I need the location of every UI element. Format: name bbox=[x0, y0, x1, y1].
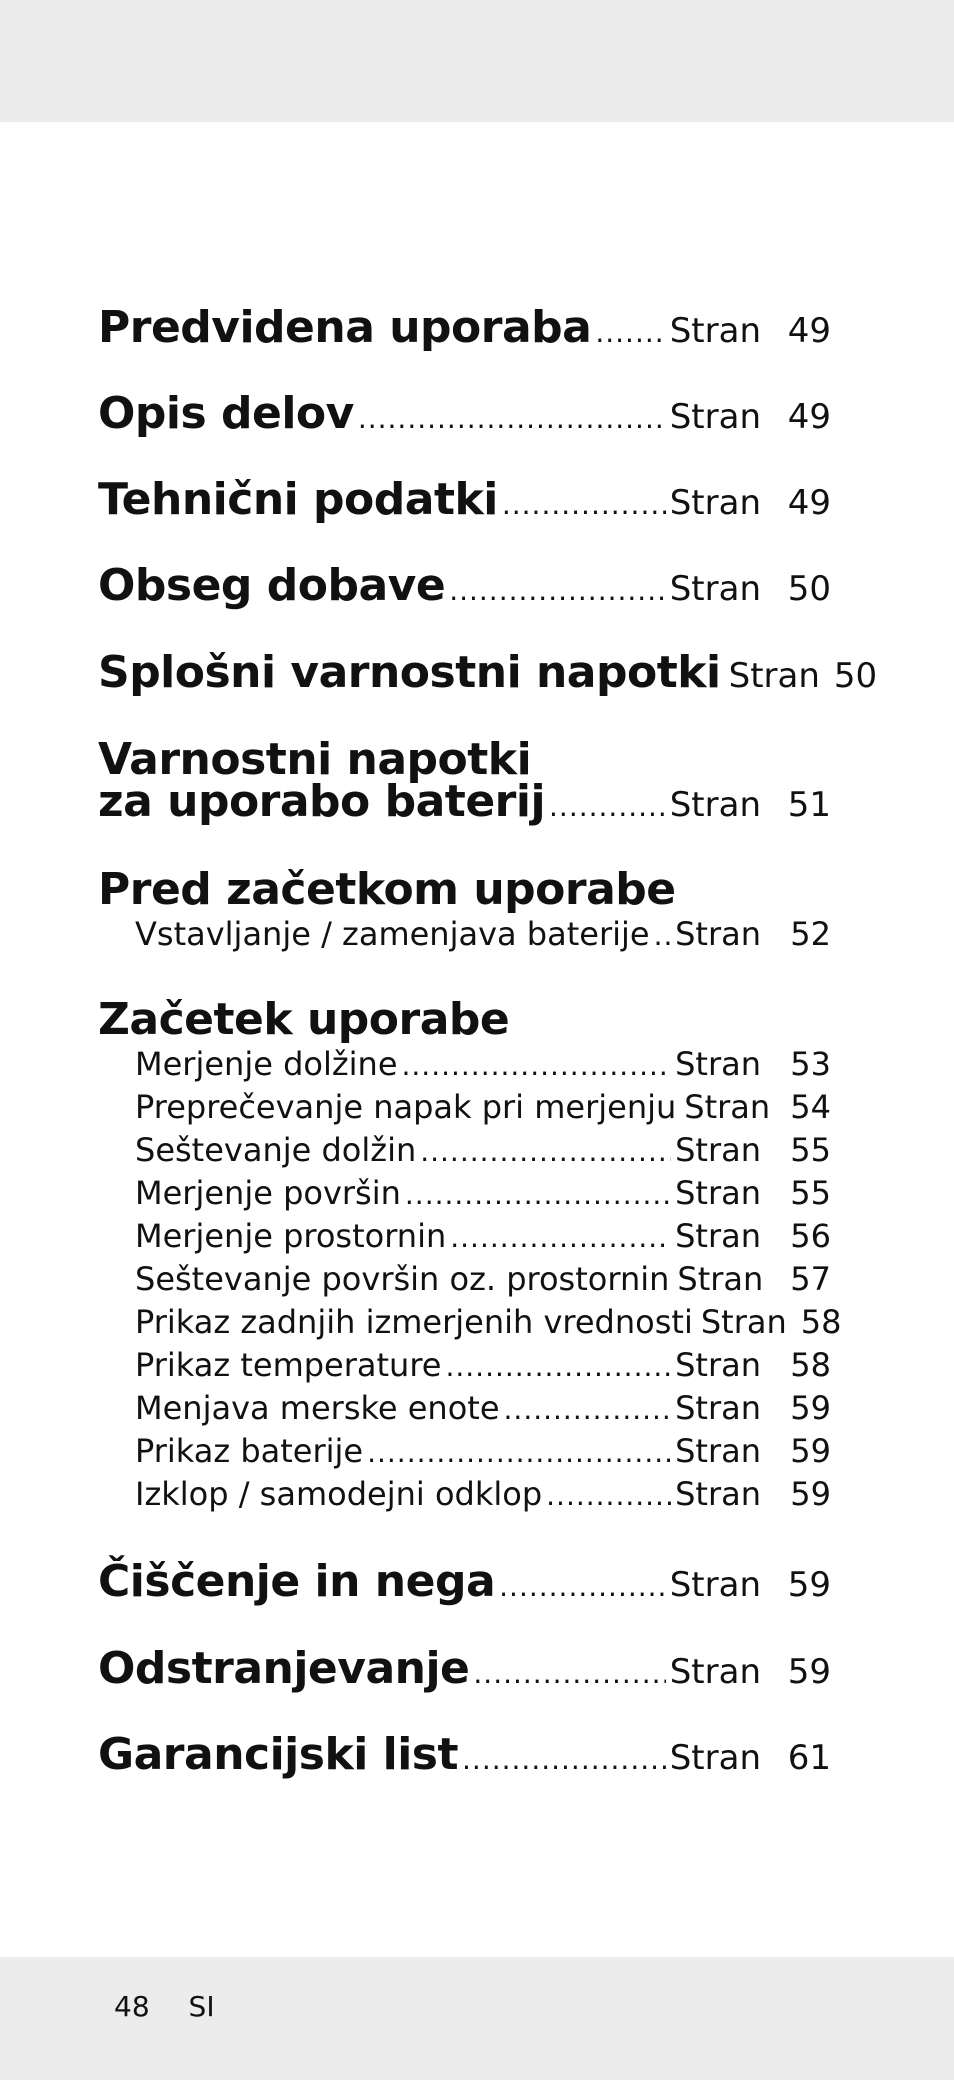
footer-language: SI bbox=[188, 1990, 215, 2023]
toc-entry-splosni-varnostni-napotki[interactable] bbox=[98, 647, 878, 698]
page-footer bbox=[114, 1990, 215, 2023]
page-word: Stran bbox=[728, 656, 820, 696]
toc-heading-varnostni-napotki: Varnostni napotki bbox=[98, 734, 532, 785]
toc-entry-label: Predvidena uporaba bbox=[98, 302, 592, 353]
page-number: 59 bbox=[787, 1565, 831, 1605]
toc-subentry-label: Menjava merske enote bbox=[135, 1389, 500, 1427]
toc-entry-label: Tehnični podatki bbox=[98, 474, 498, 525]
top-band bbox=[0, 0, 954, 122]
toc-entry-label: za uporabo baterij bbox=[98, 776, 546, 827]
page-number: 50 bbox=[833, 656, 878, 696]
page-number: 59 bbox=[790, 1475, 831, 1513]
toc-entry-varnostni-napotki-baterij[interactable] bbox=[98, 776, 831, 827]
page-word: Stran bbox=[669, 483, 761, 523]
toc-entry-label: Odstranjevanje bbox=[98, 1643, 470, 1694]
toc-subentry[interactable] bbox=[135, 1045, 831, 1083]
page-word: Stran bbox=[675, 1432, 761, 1470]
dot-leader bbox=[504, 1393, 672, 1426]
footer-page-number: 48 bbox=[114, 1990, 150, 2023]
dot-leader bbox=[502, 488, 666, 521]
toc-subentry[interactable] bbox=[135, 1432, 831, 1470]
page-number: 54 bbox=[790, 1088, 831, 1126]
page-word: Stran bbox=[675, 1389, 761, 1427]
page-word: Stran bbox=[669, 1652, 761, 1692]
dot-leader bbox=[473, 1657, 665, 1690]
page-word: Stran bbox=[675, 1131, 761, 1169]
toc-subentry-label: Seštevanje dolžin bbox=[135, 1131, 417, 1169]
dot-leader bbox=[358, 402, 666, 435]
dot-leader bbox=[367, 1436, 671, 1469]
page-word: Stran bbox=[677, 1260, 764, 1298]
page-word: Stran bbox=[684, 1088, 771, 1126]
page-number: 59 bbox=[790, 1432, 831, 1470]
page-number: 55 bbox=[790, 1131, 831, 1169]
page-number: 56 bbox=[790, 1217, 831, 1255]
page-number: 50 bbox=[787, 569, 831, 609]
toc-subentry[interactable] bbox=[135, 1174, 831, 1212]
toc-entry-label: Splošni varnostni napotki bbox=[98, 647, 721, 698]
toc-subentry-label: Seštevanje površin oz. prostornin bbox=[135, 1260, 670, 1298]
dot-leader bbox=[462, 1743, 666, 1776]
toc-subentry[interactable] bbox=[135, 1217, 831, 1255]
page-word: Stran bbox=[675, 1217, 761, 1255]
toc-subentry-label: Vstavljanje / zamenjava baterije bbox=[135, 915, 650, 953]
page-number: 58 bbox=[800, 1303, 842, 1341]
page-number: 58 bbox=[790, 1346, 831, 1384]
dot-leader bbox=[549, 790, 666, 823]
page-word: Stran bbox=[675, 1045, 761, 1083]
dot-leader bbox=[405, 1178, 671, 1211]
page-word: Stran bbox=[700, 1303, 787, 1341]
toc-entry-ciscenje-in-nega[interactable] bbox=[98, 1556, 831, 1607]
page-word: Stran bbox=[669, 1565, 761, 1605]
toc-subentry[interactable] bbox=[135, 1389, 831, 1427]
page-word: Stran bbox=[669, 397, 761, 437]
dot-leader bbox=[546, 1479, 671, 1512]
page-number: 55 bbox=[790, 1174, 831, 1212]
toc-subentry[interactable] bbox=[135, 1131, 831, 1169]
page-number: 49 bbox=[787, 397, 831, 437]
toc-entry-tehnicni-podatki[interactable] bbox=[98, 474, 831, 525]
toc-subentry[interactable] bbox=[135, 915, 831, 953]
page-number: 52 bbox=[790, 915, 831, 953]
page-number: 49 bbox=[787, 483, 831, 523]
dot-leader bbox=[449, 574, 666, 607]
dot-leader bbox=[450, 1221, 671, 1254]
toc-entry-predvidena-uporaba[interactable] bbox=[98, 302, 831, 353]
page-number: 51 bbox=[787, 785, 831, 825]
toc-entry-label: Obseg dobave bbox=[98, 560, 446, 611]
toc-subentry[interactable] bbox=[135, 1088, 831, 1126]
page-word: Stran bbox=[675, 1475, 761, 1513]
toc-heading-pred-zacetkom-uporabe: Pred začetkom uporabe bbox=[98, 864, 676, 915]
page-word: Stran bbox=[669, 785, 761, 825]
dot-leader bbox=[445, 1350, 671, 1383]
page-word: Stran bbox=[675, 915, 761, 953]
toc-subentry[interactable] bbox=[135, 1260, 831, 1298]
toc-subentry[interactable] bbox=[135, 1303, 842, 1341]
toc-entry-odstranjevanje[interactable] bbox=[98, 1643, 831, 1694]
page-word: Stran bbox=[675, 1346, 761, 1384]
page-number: 59 bbox=[787, 1652, 831, 1692]
toc-subentry-label: Prikaz baterije bbox=[135, 1432, 364, 1470]
toc-entry-garancijski-list[interactable] bbox=[98, 1729, 831, 1780]
toc-entry-label: Garancijski list bbox=[98, 1729, 459, 1780]
toc-subentry-label: Prikaz temperature bbox=[135, 1346, 442, 1384]
dot-leader bbox=[654, 919, 672, 952]
page-word: Stran bbox=[669, 569, 761, 609]
toc-subentry[interactable] bbox=[135, 1346, 831, 1384]
toc-entry-label: Čiščenje in nega bbox=[98, 1556, 496, 1607]
toc-subentry-label: Merjenje dolžine bbox=[135, 1045, 398, 1083]
page-number: 57 bbox=[790, 1260, 831, 1298]
dot-leader bbox=[420, 1135, 671, 1168]
dot-leader bbox=[595, 316, 665, 349]
page-number: 59 bbox=[790, 1389, 831, 1427]
toc-subentry-label: Merjenje površin bbox=[135, 1174, 401, 1212]
toc-heading-zacetek-uporabe: Začetek uporabe bbox=[98, 994, 510, 1045]
page-number: 61 bbox=[787, 1738, 831, 1778]
page-number: 53 bbox=[790, 1045, 831, 1083]
toc-subentry[interactable] bbox=[135, 1475, 831, 1513]
toc-subentry-label: Izklop / samodejni odklop bbox=[135, 1475, 543, 1513]
page-word: Stran bbox=[675, 1174, 761, 1212]
toc-subentry-label: Preprečevanje napak pri merjenju bbox=[135, 1088, 677, 1126]
toc-subentry-label: Prikaz zadnjih izmerjenih vrednosti bbox=[135, 1303, 693, 1341]
page-word: Stran bbox=[669, 311, 761, 351]
page-word: Stran bbox=[669, 1738, 761, 1778]
page-number: 49 bbox=[787, 311, 831, 351]
dot-leader bbox=[499, 1570, 666, 1603]
toc-entry-obseg-dobave[interactable] bbox=[98, 560, 831, 611]
toc-entry-label: Opis delov bbox=[98, 388, 354, 439]
dot-leader bbox=[402, 1049, 672, 1082]
toc-entry-opis-delov[interactable] bbox=[98, 388, 831, 439]
toc-subentry-label: Merjenje prostornin bbox=[135, 1217, 447, 1255]
